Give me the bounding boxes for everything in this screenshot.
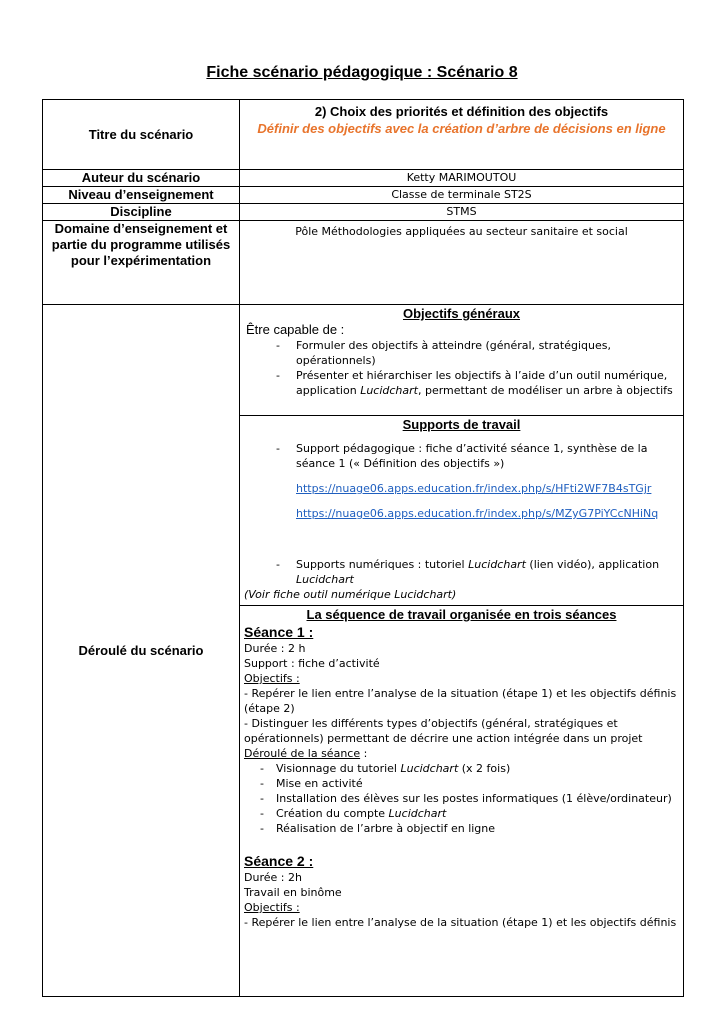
s2-objectifs-label: Objectifs :: [244, 901, 300, 914]
list-item: - Installation des élèves sur les postes informatiques (1 élève/ordinateur): [276, 791, 679, 806]
titre-value: [240, 100, 684, 170]
seance-1-title: Séance 1 :: [244, 624, 314, 640]
list-item: - Supports numériques : tutoriel Lucidchart (lien vidéo), application Lucidchart: [296, 557, 679, 587]
row-auteur: [43, 170, 684, 187]
niveau-value: Classe de terminale ST2S: [240, 187, 684, 204]
list-item: - Visionnage du tutoriel Lucidchart (x 2 fois): [276, 761, 679, 776]
discipline-value: STMS: [240, 204, 684, 221]
s1-duree: Durée : 2 h: [244, 642, 306, 655]
objectifs-list: [244, 338, 679, 398]
row-discipline: [43, 204, 684, 221]
supports-list-2: [244, 557, 679, 587]
supports-heading: Supports de travail: [402, 417, 521, 432]
s1-objectif-2: - Distinguer les différents types d’objectifs (général, stratégiques et opérationnels) permettant de décrire une action intégrée dans un projet: [244, 717, 643, 745]
s2-duree: Durée : 2h: [244, 871, 302, 884]
supports-list: [244, 441, 679, 471]
supports-section: [240, 416, 684, 606]
discipline-label: Discipline: [43, 204, 240, 221]
domaine-label: Domaine d’enseignement et partie du programme utilisés pour l’expérimentation: [43, 221, 240, 305]
supports-note: (Voir fiche outil numérique Lucidchart): [244, 588, 457, 601]
s1-deroule: Déroulé de la séance :: [244, 747, 368, 760]
list-item: - Création du compte Lucidchart: [276, 806, 679, 821]
row-objectifs: [43, 305, 684, 416]
s1-objectifs-label: Objectifs :: [244, 672, 300, 685]
s1-support: Support : fiche d’activité: [244, 657, 380, 670]
auteur-label: Auteur du scénario: [43, 170, 240, 187]
objectifs-lead: Être capable de :: [246, 322, 345, 337]
deroule-label: Déroulé du scénario: [43, 305, 240, 997]
page-title: Fiche scénario pédagogique : Scénario 8: [206, 64, 518, 81]
list-item: - Réalisation de l’arbre à objectif en ligne: [276, 821, 679, 836]
s1-steps: [244, 761, 679, 836]
row-domaine: [43, 221, 684, 305]
list-item: - Formuler des objectifs à atteindre (général, stratégiques, opérationnels): [296, 338, 679, 368]
list-item: - Présenter et hiérarchiser les objectifs à l’aide d’un outil numérique, application Lucidchart, permettant de modéliser un arbre à objectifs: [296, 368, 679, 398]
auteur-value: Ketty MARIMOUTOU: [240, 170, 684, 187]
niveau-label: Niveau d’enseignement: [43, 187, 240, 204]
sequence-heading: La séquence de travail organisée en trois séances: [306, 607, 617, 622]
list-item: - Mise en activité: [276, 776, 679, 791]
titre-line1: 2) Choix des priorités et définition des objectifs: [314, 104, 609, 119]
sequence-section: [240, 606, 684, 997]
scenario-table: [42, 99, 684, 997]
domaine-value: Pôle Méthodologies appliquées au secteur sanitaire et social: [240, 221, 684, 305]
objectifs-section: [240, 305, 684, 416]
titre-label: Titre du scénario: [43, 100, 240, 170]
row-niveau: [43, 187, 684, 204]
s2-travail: Travail en binôme: [244, 886, 342, 899]
seance-2-title: Séance 2 :: [244, 853, 314, 869]
support-link-1[interactable]: https://nuage06.apps.education.fr/index.php/s/HFti2WF7B4sTGjr: [296, 482, 652, 495]
s1-objectif-1: - Repérer le lien entre l’analyse de la situation (étape 1) et les objectifs définis (étape 2): [244, 687, 677, 715]
s2-objectif-1: - Repérer le lien entre l’analyse de la situation (étape 1) et les objectifs définis: [244, 916, 677, 929]
support-link-2[interactable]: https://nuage06.apps.education.fr/index.php/s/MZyG7PiYCcNHiNq: [296, 507, 659, 520]
row-titre: [43, 100, 684, 170]
titre-line2: Définir des objectifs avec la création d’arbre de décisions en ligne: [257, 121, 666, 136]
objectifs-heading: Objectifs généraux: [402, 306, 521, 321]
list-item: - Support pédagogique : fiche d’activité séance 1, synthèse de la séance 1 (« Définition des objectifs »): [296, 441, 679, 471]
